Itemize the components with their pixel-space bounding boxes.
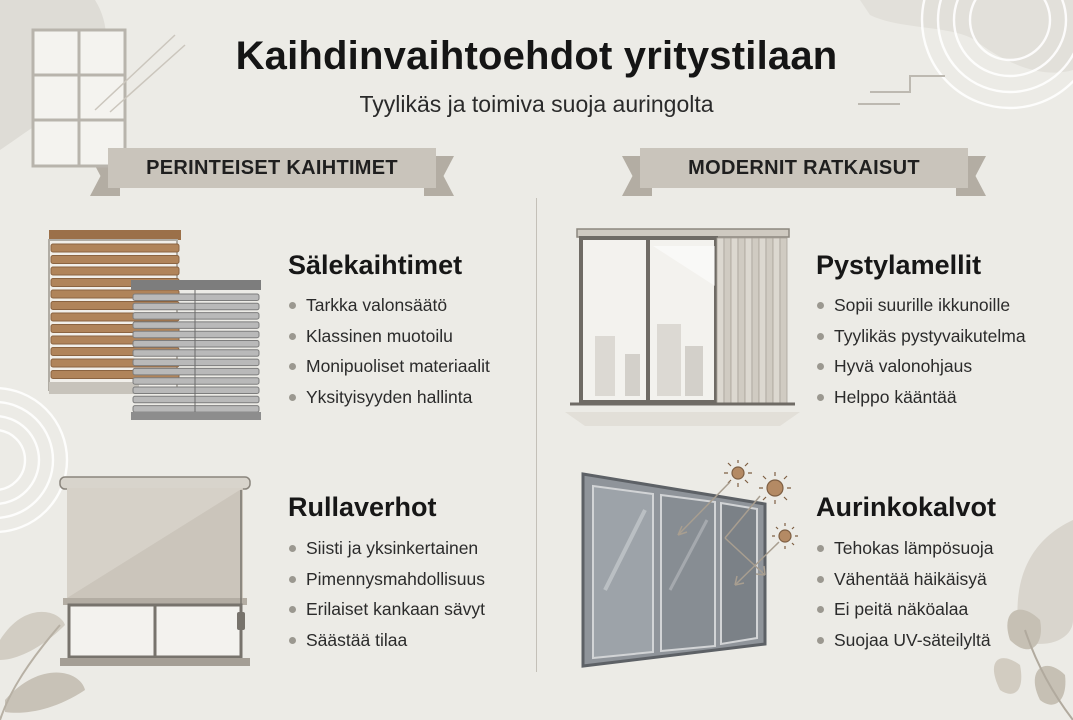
section-label: MODERNIT RATKAISUT bbox=[688, 156, 920, 179]
list-item: Erilaiset kankaan sävyt bbox=[288, 594, 485, 625]
vertical-blinds-icon bbox=[565, 226, 800, 426]
feature-list bbox=[816, 290, 1026, 412]
list-item: Monipuoliset materiaalit bbox=[288, 351, 490, 382]
list-item: Suojaa UV-säteilyltä bbox=[816, 625, 994, 656]
list-item: Hyvä valonohjaus bbox=[816, 351, 1026, 382]
list-item: Vähentää häikäisyä bbox=[816, 564, 994, 595]
section-ribbon-traditional bbox=[108, 148, 436, 188]
list-item: Yksityisyyden hallinta bbox=[288, 382, 490, 413]
feature-list bbox=[816, 533, 994, 655]
section-ribbon-modern bbox=[640, 148, 968, 188]
product-title: Sälekaihtimet bbox=[288, 250, 463, 280]
list-item: Siisti ja yksinkertainen bbox=[288, 533, 485, 564]
page-subtitle: Tyylikäs ja toimiva suoja auringolta bbox=[359, 91, 714, 117]
column-divider bbox=[536, 198, 537, 672]
list-item: Helppo kääntää bbox=[816, 382, 1026, 413]
product-title: Rullaverhot bbox=[288, 492, 437, 522]
list-item: Tyylikäs pystyvaikutelma bbox=[816, 321, 1026, 352]
solar-film-window-icon bbox=[575, 460, 805, 675]
list-item: Klassinen muotoilu bbox=[288, 321, 490, 352]
section-label: PERINTEISET KAIHTIMET bbox=[146, 156, 398, 179]
roller-blind-icon bbox=[55, 472, 255, 672]
product-title: Pystylamellit bbox=[816, 250, 982, 280]
venetian-blinds-icon bbox=[45, 226, 265, 426]
page-title: Kaihdinvaihtoehdot yritystilaan bbox=[235, 34, 838, 78]
list-item: Säästää tilaa bbox=[288, 625, 485, 656]
feature-list bbox=[288, 533, 485, 655]
product-title: Aurinkokalvot bbox=[816, 492, 997, 522]
list-item: Sopii suurille ikkunoille bbox=[816, 290, 1026, 321]
list-item: Tehokas lämpösuoja bbox=[816, 533, 994, 564]
list-item: Pimennysmahdollisuus bbox=[288, 564, 485, 595]
feature-list bbox=[288, 290, 490, 412]
list-item: Ei peitä näköalaa bbox=[816, 594, 994, 625]
list-item: Tarkka valonsäätö bbox=[288, 290, 490, 321]
leaf-decoration-icon bbox=[994, 520, 1073, 720]
